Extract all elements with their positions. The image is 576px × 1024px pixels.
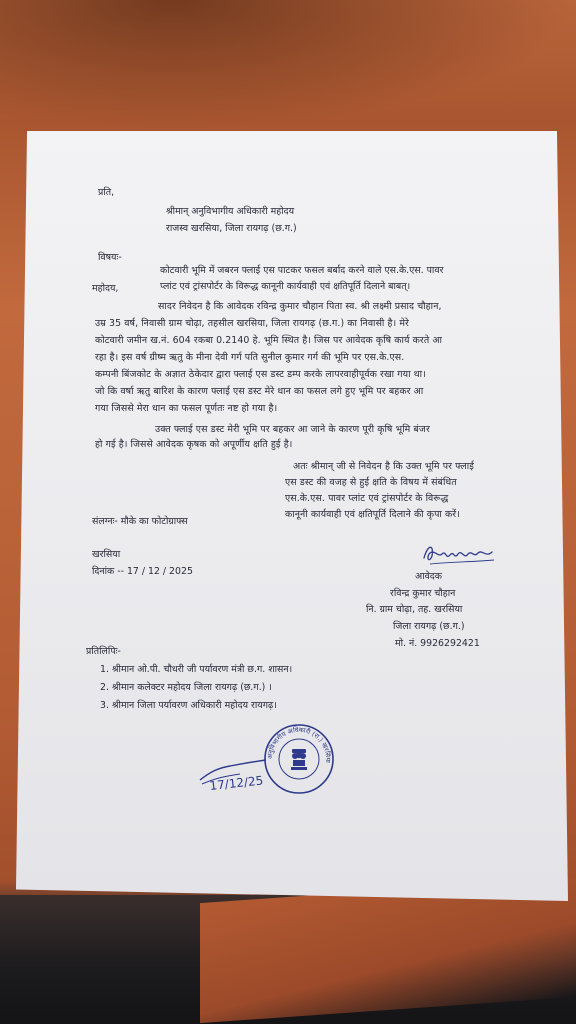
copy-item: 3. श्रीमान जिला पर्यावरण अधिकारी महोदय रायगढ़। [100, 700, 277, 711]
body-para1-line: सादर निवेदन है कि आवेदक रविन्द्र कुमार चौहान पिता स्व. श्री लक्ष्मी प्रसाद चौहान, [158, 301, 442, 312]
body-para1-line: जो कि वर्षा ऋतु बारिश के कारण फ्लाई एस डस्ट मेरे धान का फसल लगे हुए भूमि पर बहकर आ [95, 386, 424, 397]
body-para1-line: कम्पनी बिंजकोट के अज्ञात ठेकेदार द्वारा फ्लाई एस डस्ट डम्प करके लापरवाहीपूर्वक रखा गया था। [95, 369, 426, 380]
applicant-name: रविन्द्र कुमार चौहान [390, 588, 456, 599]
body-para3-line: एस डस्ट की वजह से हुई क्षति के विषय में संबंधित [285, 477, 457, 488]
applicant-signature [420, 540, 500, 568]
cloth-shadow [0, 0, 576, 130]
body-para1-line: रहा है। इस वर्ष ग्रीष्म ऋतु के मीना देवी गर्ग पति सुनील कुमार गर्ग की भूमि पर एस.के.एस. [95, 352, 405, 363]
addressee-line-2: राजस्व खरसिया, जिला रायगढ़ (छ.ग.) [166, 223, 297, 234]
applicant-mobile: मो. नं. 9926292421 [395, 638, 480, 649]
to-label: प्रति, [98, 187, 115, 198]
body-para2-line: हो गई है। जिससे आवेदक कृषक को अपूर्णीय क्षति हुई है। [95, 439, 293, 450]
date-line: दिनांक -- 17 / 12 / 2025 [92, 566, 193, 577]
received-date-signature [196, 754, 306, 794]
addressee-line-1: श्रीमान् अनुविभागीय अधिकारी महोदय [166, 206, 295, 217]
applicant-label: आवेदक [415, 571, 442, 582]
copy-label: प्रतिलिपिः- [86, 646, 121, 657]
applicant-address: नि. ग्राम चोढ़ा, तह. खरसिया [366, 604, 463, 615]
applicant-district: जिला रायगढ़ (छ.ग.) [393, 621, 465, 632]
copy-item: 2. श्रीमान कलेक्टर महोदय जिला रायगढ़ (छ.ग.) । [100, 682, 272, 693]
body-para3-line: अतः श्रीमान् जी से निवेदन है कि उक्त भूमि पर फ्लाई [293, 461, 474, 472]
body-para2-line: उक्त फ्लाई एस डस्ट मेरी भूमि पर बहकर आ जाने के कारण पूरी कृषि भूमि बंजर [155, 424, 430, 435]
body-para3-line: कानूनी कार्यवाही एवं क्षतिपूर्ति दिलाने की कृपा करें। [285, 509, 460, 520]
subject-line-1: कोटवारी भूमि में जबरन फ्लाई एस पाटकर फसल बर्बाद करने वाले एस.के.एस. पावर [160, 265, 444, 276]
body-para3-line: एस.के.एस. पावर प्लांट एवं ट्रांसपोर्टर के विरूद्ध [285, 493, 449, 504]
enclosure-note: संलग्नः- मौके का फोटोग्राफ्स [92, 516, 188, 527]
body-para1-line: गया जिससे मेरा धान का फसल पूर्णतः नष्ट हो गया है। [95, 403, 278, 414]
salutation: महोदय, [92, 283, 119, 294]
body-para1-line: उम्र 35 वर्ष, निवासी ग्राम चोढ़ा, तहसील खरसिया, जिला रायगढ़ (छ.ग.) का निवासी है। मेरे [95, 318, 409, 329]
place: खरसिया [92, 549, 121, 560]
copy-item: 1. श्रीमान ओ.पी. चौधरी जी पर्यावरण मंत्री छ.ग. शासन। [100, 664, 293, 675]
subject-line-2: प्लांट एवं ट्रांसपोर्टर के विरूद्ध कानूनी कार्यवाही एवं क्षतिपूर्ति दिलाने बाबत्। [160, 281, 411, 292]
body-para1-line: कोटवारी जमीन ख.नं. 604 रकबा 0.2140 हे. भूमि स्थित है। जिस पर आवेदक कृषि कार्य करते आ [95, 335, 443, 346]
subject-label: विषयः- [98, 252, 122, 263]
received-date: 17/12/25 [208, 773, 264, 793]
seal-text: अनुविभागीय अधिकारी (रा.) खरसिया [265, 725, 333, 763]
